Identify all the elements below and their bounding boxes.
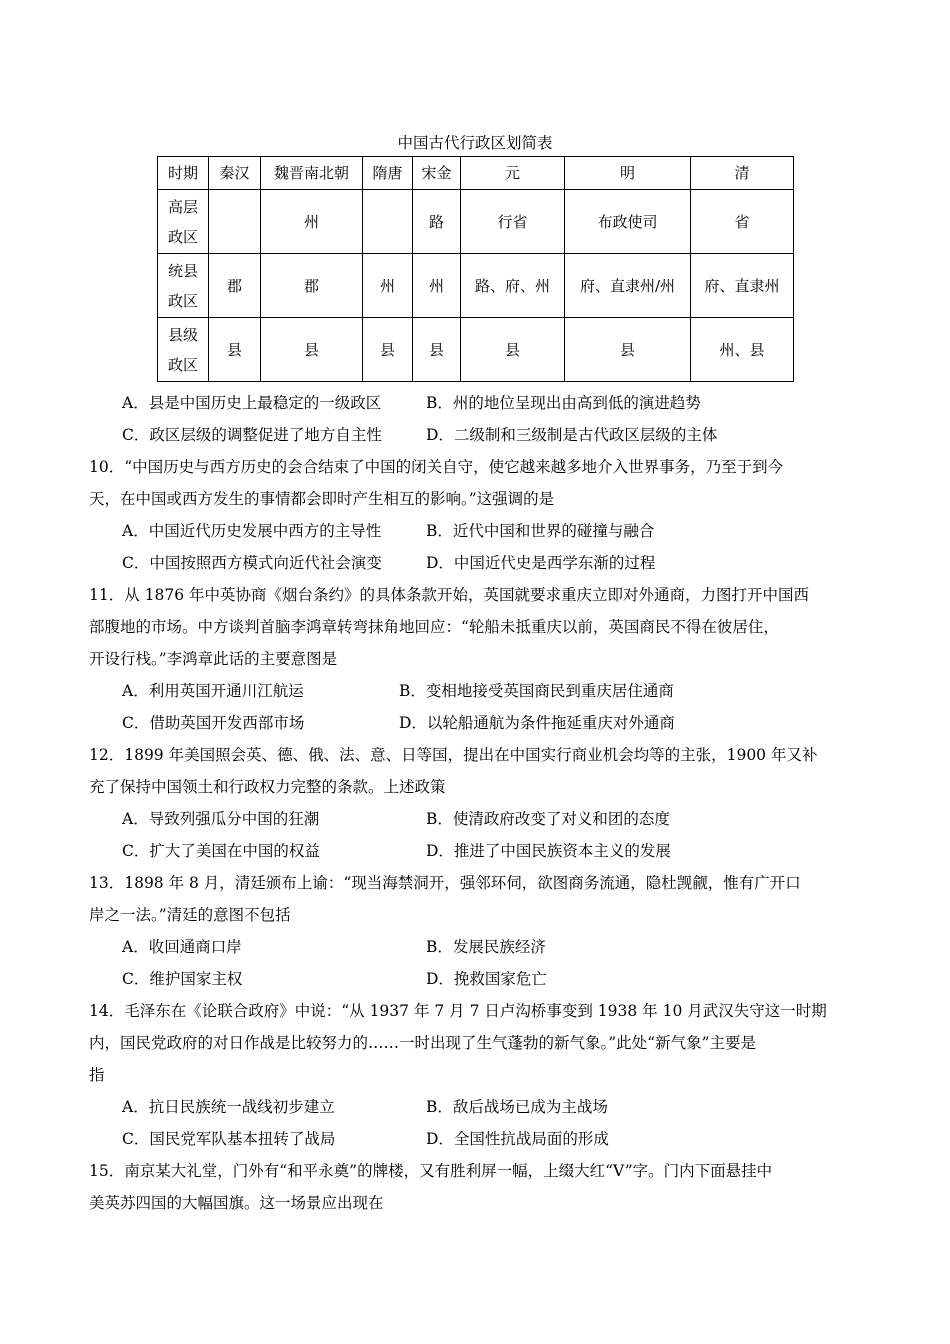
- q13-option-b: B．发展民族经济: [426, 938, 546, 956]
- header-cell: 隋唐: [363, 157, 413, 190]
- table-cell: 路、府、州: [461, 254, 565, 318]
- table-cell: 路: [413, 190, 461, 254]
- table-row: [158, 190, 794, 254]
- row-label-cell: 高层 政区: [158, 190, 209, 254]
- q12-option-c: C．扩大了美国在中国的权益: [122, 842, 320, 860]
- q11-stem-line: 11．从 1876 年中英协商《烟台条约》的具体条款开始，英国就要求重庆立即对外通商，力图打开中国西: [89, 586, 810, 604]
- q14-option-d: D．全国性抗战局面的形成: [426, 1130, 609, 1148]
- q14-option-c: C．国民党军队基本扭转了战局: [122, 1130, 336, 1148]
- table-cell: 县: [413, 318, 461, 382]
- q11-stem-line: 开设行栈。”李鸿章此话的主要意图是: [89, 650, 338, 668]
- q13-stem-line: 13．1898 年 8 月，清廷颁布上谕：“现当海禁洞开，强邻环伺，欲图商务流通，隐杜觊觎，惟有广开口: [89, 874, 801, 892]
- header-cell: 清: [691, 157, 794, 190]
- q11-option-c: C．借助英国开发西部市场: [122, 714, 305, 732]
- q13-stem-line: 岸之一法。”清廷的意图不包括: [89, 906, 291, 924]
- q12-option-d: D．推进了中国民族资本主义的发展: [426, 842, 671, 860]
- q9-option-b: B．州的地位呈现出由高到低的演进趋势: [426, 394, 701, 412]
- q13-option-d: D．挽救国家危亡: [426, 970, 547, 988]
- header-cell: 明: [565, 157, 691, 190]
- table-cell: 县: [461, 318, 565, 382]
- table-cell: 郡: [261, 254, 363, 318]
- q11-option-b: B．变相地接受英国商民到重庆居住通商: [399, 682, 674, 700]
- table-cell: 州: [413, 254, 461, 318]
- header-cell: 元: [461, 157, 565, 190]
- q9-option-a: A．县是中国历史上最稳定的一级政区: [122, 394, 382, 412]
- q12-option-a: A．导致列强瓜分中国的狂潮: [122, 810, 320, 828]
- q11-option-a: A．利用英国开通川江航运: [122, 682, 304, 700]
- q11-stem-line: 部腹地的市场。中方谈判首脑李鸿章转弯抹角地回应：“轮船未抵重庆以前，英国商民不得在彼居住，: [89, 618, 779, 636]
- row-label-cell: 统县 政区: [158, 254, 209, 318]
- table-cell: 府、直隶州/州: [565, 254, 691, 318]
- q10-option-b: B．近代中国和世界的碰撞与融合: [426, 522, 655, 540]
- q12-option-b: B．使清政府改变了对义和团的态度: [426, 810, 670, 828]
- table-cell: 布政使司: [565, 190, 691, 254]
- header-cell: 魏晋南北朝: [261, 157, 363, 190]
- q11-option-d: D．以轮船通航为条件拖延重庆对外通商: [399, 714, 675, 732]
- q9-option-d: D．二级制和三级制是古代政区层级的主体: [426, 426, 718, 444]
- q10-option-c: C．中国按照西方模式向近代社会演变: [122, 554, 382, 572]
- table-cell: [363, 190, 413, 254]
- table-cell: 县: [209, 318, 261, 382]
- table-cell: 州: [261, 190, 363, 254]
- q12-stem-line: 充了保持中国领土和行政权力完整的条款。上述政策: [89, 778, 446, 796]
- table-cell: 府、直隶州: [691, 254, 794, 318]
- table-row: [158, 318, 794, 382]
- header-cell: 时期: [158, 157, 209, 190]
- q14-stem-line: 内，国民党政府的对日作战是比较努力的……一时出现了生气蓬勃的新气象。”此处“新气象”主要是: [89, 1034, 757, 1052]
- header-cell: 宋金: [413, 157, 461, 190]
- q10-stem-line: 天，在中国或西方发生的事情都会即时产生相互的影响。”这强调的是: [89, 490, 555, 508]
- table-cell: [209, 190, 261, 254]
- table-title: 中国古代行政区划简表: [397, 134, 553, 152]
- table-cell: 行省: [461, 190, 565, 254]
- table-cell: 县: [363, 318, 413, 382]
- q14-option-b: B．敌后战场已成为主战场: [426, 1098, 608, 1116]
- admin-division-table: [157, 156, 794, 382]
- q10-option-d: D．中国近代史是西学东渐的过程: [426, 554, 656, 572]
- table-row: [158, 254, 794, 318]
- table-cell: 州、县: [691, 318, 794, 382]
- q15-stem-line: 美英苏四国的大幅国旗。这一场景应出现在: [89, 1194, 384, 1212]
- q10-option-a: A．中国近代历史发展中西方的主导性: [122, 522, 382, 540]
- table-cell: 县: [565, 318, 691, 382]
- q14-stem-line: 指: [89, 1066, 105, 1084]
- table-cell: 省: [691, 190, 794, 254]
- row-label-cell: 县级 政区: [158, 318, 209, 382]
- q14-option-a: A．抗日民族统一战线初步建立: [122, 1098, 335, 1116]
- table-header-row: [158, 157, 794, 190]
- q13-option-c: C．维护国家主权: [122, 970, 243, 988]
- q12-stem-line: 12．1899 年美国照会英、德、俄、法、意、日等国，提出在中国实行商业机会均等的主张，1900 年又补: [89, 746, 818, 764]
- q14-stem-line: 14．毛泽东在《论联合政府》中说：“从 1937 年 7 月 7 日卢沟桥事变到 1938 年 10 月武汉失守这一时期: [89, 1002, 827, 1020]
- q9-option-c: C．政区层级的调整促进了地方自主性: [122, 426, 382, 444]
- q15-stem-line: 15．南京某大礼堂，门外有“和平永奠”的牌楼，又有胜利屏一幅，上缀大红“V”字。门内下面悬挂中: [89, 1162, 773, 1180]
- table-cell: 州: [363, 254, 413, 318]
- table-cell: 郡: [209, 254, 261, 318]
- table-cell: 县: [261, 318, 363, 382]
- q10-stem-line: 10．“中国历史与西方历史的会合结束了中国的闭关自守，使它越来越多地介入世界事务，乃至于到今: [89, 458, 784, 476]
- header-cell: 秦汉: [209, 157, 261, 190]
- q13-option-a: A．收回通商口岸: [122, 938, 242, 956]
